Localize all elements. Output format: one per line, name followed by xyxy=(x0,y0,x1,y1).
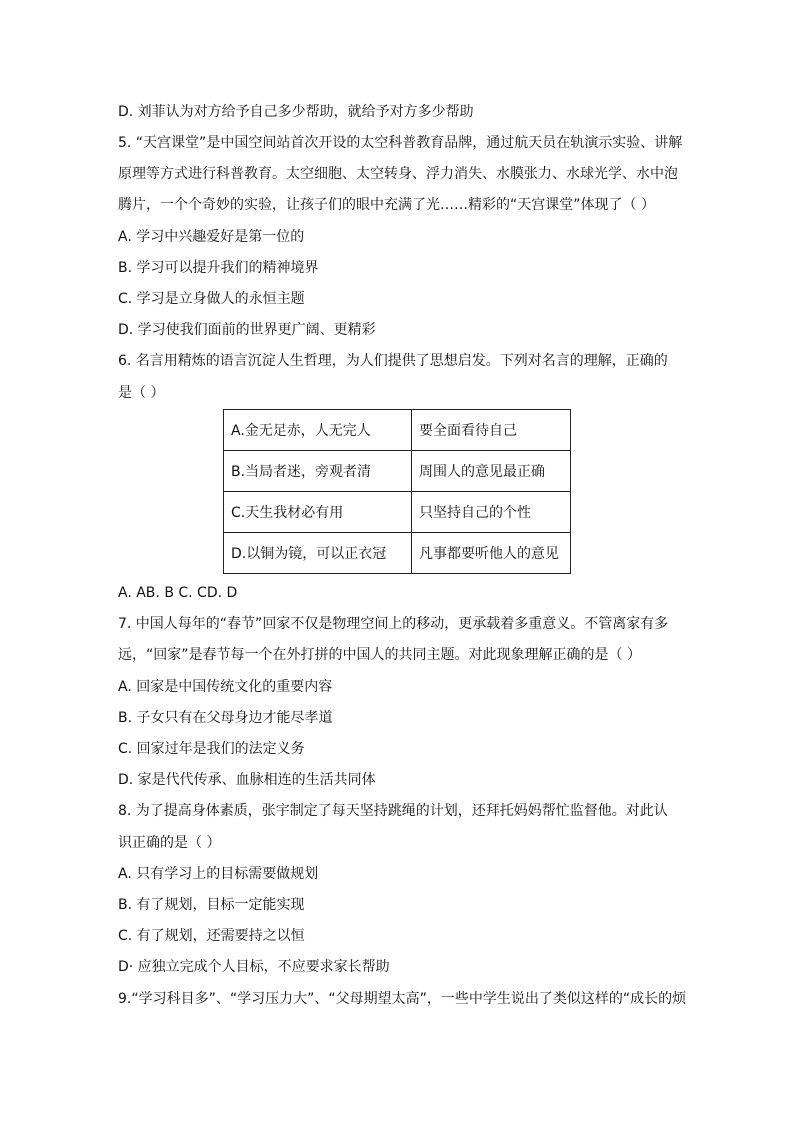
option-5a: A. 学习中兴趣爱好是第一位的 xyxy=(118,229,305,245)
table-cell-quote: A.金无足赤，人无完人 xyxy=(224,410,412,451)
question-5-line-2: 原理等方式进行科普教育。太空细胞、太空转身、浮力消失、水膜张力、水球光学、水中泡 xyxy=(118,166,678,182)
question-6-line-2: 是（ ） xyxy=(118,385,165,401)
option-7a: A. 回家是中国传统文化的重要内容 xyxy=(118,679,333,695)
option-8d: D· 应独立完成个人目标，不应要求家长帮助 xyxy=(118,959,390,975)
option-8c: C. 有了规划，还需要持之以恒 xyxy=(118,928,305,944)
table-cell-meaning: 要全面看待自己 xyxy=(412,410,571,451)
question-5-line-1: 5. “天宫课堂”是中国空间站首次开设的太空科普教育品牌，通过航天员在轨演示实验、讲解 xyxy=(118,135,683,151)
option-8b: B. 有了规划，目标一定能实现 xyxy=(118,897,305,913)
option-5c: C. 学习是立身做人的永恒主题 xyxy=(118,291,305,307)
table-cell-meaning: 周围人的意见最正确 xyxy=(412,451,571,492)
question-9-line-1: 9.“学习科目多”、“学习压力大”、“父母期望太高”，一些中学生说出了类似这样的“成长的烦 xyxy=(118,991,687,1007)
question-8-line-1: 8. 为了提高身体素质，张宇制定了每天坚持跳绳的计划，还拜托妈妈帮忙监督他。对此认 xyxy=(118,803,668,819)
table-cell-meaning: 凡事都要听他人的意见 xyxy=(412,533,571,574)
table-cell-meaning: 只坚持自己的个性 xyxy=(412,492,571,533)
table-cell-quote: B.当局者迷，旁观者清 xyxy=(224,451,412,492)
question-7-line-2: 远，“回家”是春节每一个在外打拼的中国人的共同主题。对此现象理解正确的是（ ） xyxy=(118,647,641,663)
question-8-line-2: 识正确的是（ ） xyxy=(118,835,221,851)
question-7-line-1: 7. 中国人每年的“春节”回家不仅是物理空间上的移动，更承载着多重意义。不管离家有多 xyxy=(118,616,669,632)
table-row xyxy=(224,410,571,451)
option-5d: D. 学习使我们面前的世界更广阔、更精彩 xyxy=(118,322,376,338)
table-row xyxy=(224,492,571,533)
table-row xyxy=(224,451,571,492)
option-4d: D. 刘菲认为对方给予自己多少帮助，就给予对方多少帮助 xyxy=(118,104,474,120)
table-cell-quote: D.以铜为镜，可以正衣冠 xyxy=(224,533,412,574)
option-7c: C. 回家过年是我们的法定义务 xyxy=(118,741,305,757)
question-6-options: A. AB. B C. CD. D xyxy=(118,585,238,601)
option-5b: B. 学习可以提升我们的精神境界 xyxy=(118,260,319,276)
table-cell-quote: C.天生我材必有用 xyxy=(224,492,412,533)
question-6-line-1: 6. 名言用精炼的语言沉淀人生哲理，为人们提供了思想启发。下列对名言的理解，正确的 xyxy=(118,353,668,369)
option-7d: D. 家是代代传承、血脉相连的生活共同体 xyxy=(118,772,376,788)
table-row xyxy=(224,533,571,574)
option-7b: B. 子女只有在父母身边才能尽孝道 xyxy=(118,710,333,726)
option-8a: A. 只有学习上的目标需要做规划 xyxy=(118,866,319,882)
question-5-line-3: 腾片，一个个奇妙的实验，让孩子们的眼中充满了光……精彩的“天宫课堂”体现了（ ） xyxy=(118,197,655,213)
quote-table xyxy=(223,409,571,574)
